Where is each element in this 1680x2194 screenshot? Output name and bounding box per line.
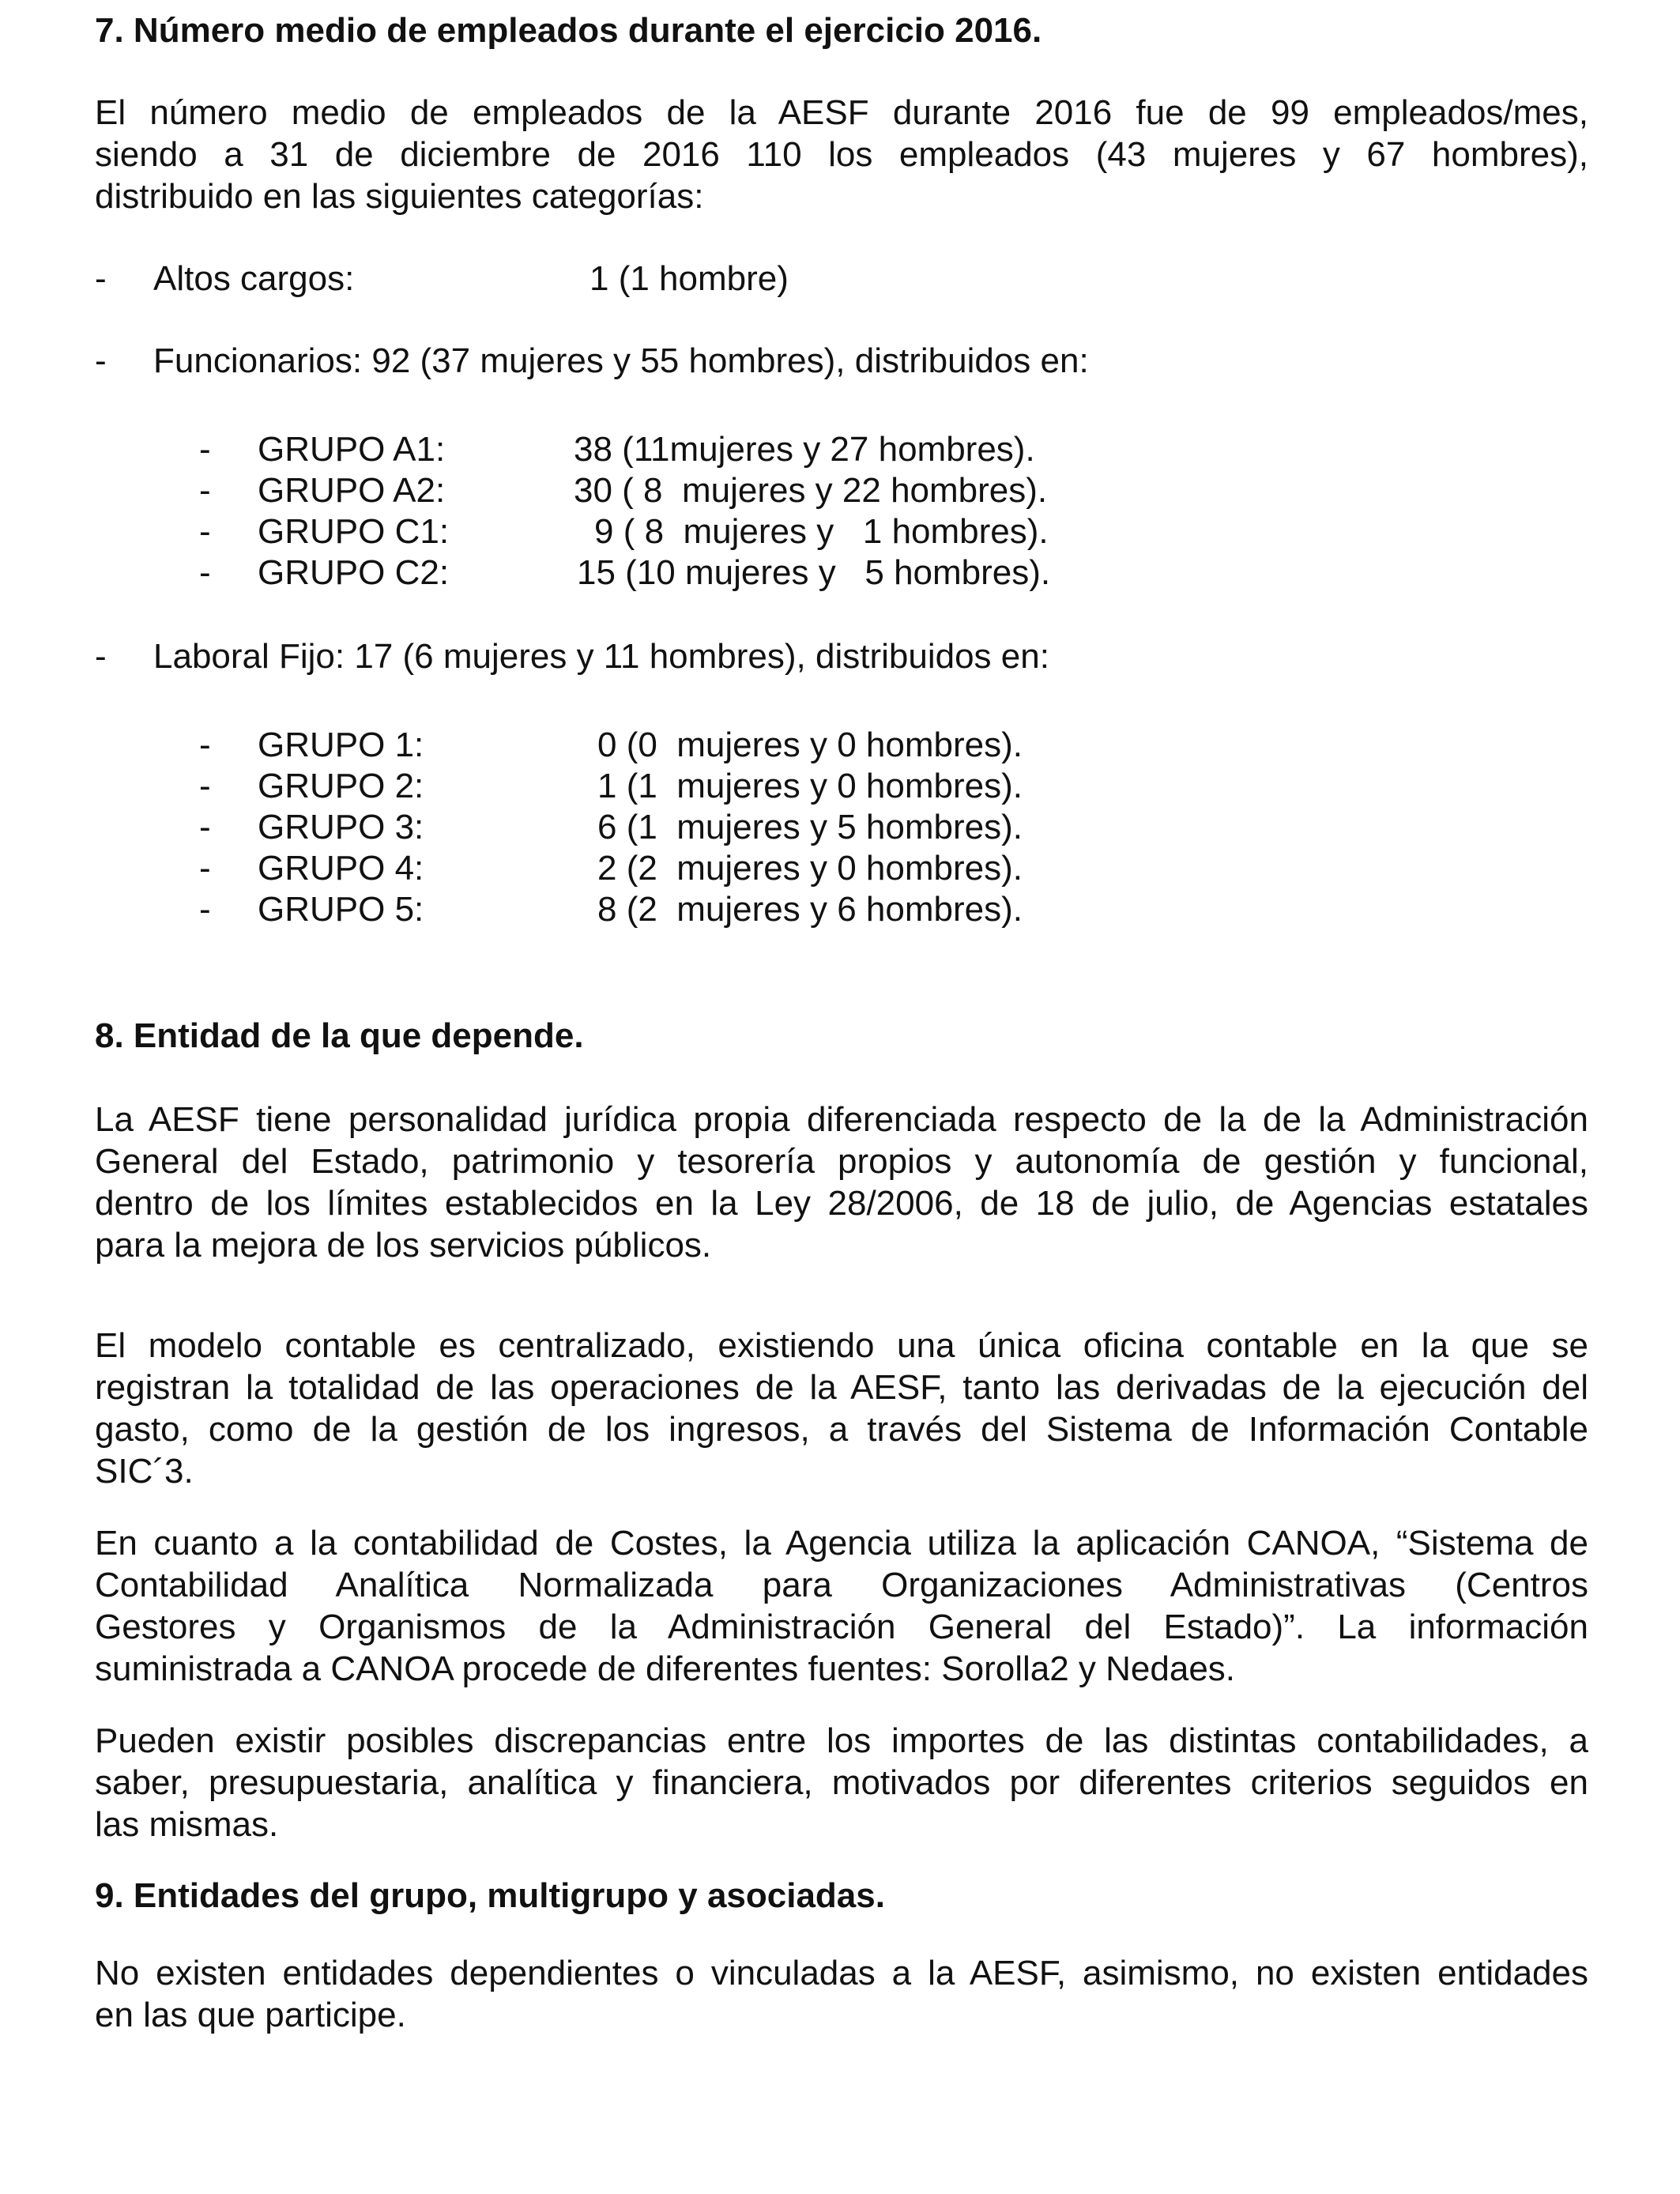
group-label: GRUPO 2: <box>258 767 424 805</box>
group-label: GRUPO C1: <box>258 512 450 551</box>
group-value: 1 (1 mujeres y 0 hombres). <box>597 767 1023 805</box>
group-label: GRUPO 5: <box>258 890 424 929</box>
paragraph-line: El modelo contable es centralizado, existiendo una única oficina contable en la que se <box>95 1326 1588 1365</box>
list-bullet: - <box>199 726 211 764</box>
paragraph-line: saber, presupuestaria, analítica y financiera, motivados por diferentes criterios seguidos en <box>95 1763 1588 1802</box>
section-8-paragraph-4 <box>95 1720 1588 1845</box>
group-value: 15 (10 mujeres y 5 hombres). <box>577 553 1051 592</box>
laboral-label: Laboral Fijo: 17 (6 mujeres y 11 hombres), distribuidos en: <box>153 637 1049 676</box>
paragraph-line: gasto, como de la gestión de los ingresos, a través del Sistema de Información Contable <box>95 1410 1588 1449</box>
altos-cargos-value: 1 (1 hombre) <box>590 259 789 298</box>
group-label: GRUPO A2: <box>258 471 446 510</box>
group-value: 9 ( 8 mujeres y 1 hombres). <box>594 512 1049 551</box>
group-value: 30 ( 8 mujeres y 22 hombres). <box>574 471 1048 510</box>
group-label: GRUPO A1: <box>258 430 446 469</box>
group-value: 2 (2 mujeres y 0 hombres). <box>597 849 1023 888</box>
paragraph-line: SIC´3. <box>95 1452 194 1491</box>
paragraph-line: Gestores y Organismos de la Administración General del Estado)”. La información <box>95 1608 1588 1646</box>
list-bullet: - <box>95 637 107 676</box>
group-label: GRUPO 1: <box>258 726 424 764</box>
list-bullet: - <box>199 471 211 510</box>
group-value: 8 (2 mujeres y 6 hombres). <box>597 890 1023 929</box>
list-bullet: - <box>199 890 211 929</box>
paragraph-line: La AESF tiene personalidad jurídica propia diferenciada respecto de la de la Administración <box>95 1100 1588 1139</box>
paragraph-line: siendo a 31 de diciembre de 2016 110 los empleados (43 mujeres y 67 hombres), <box>95 135 1588 174</box>
section-7-heading: 7. Número medio de empleados durante el ejercicio 2016. <box>95 11 1042 50</box>
list-bullet: - <box>199 553 211 592</box>
altos-cargos-label: Altos cargos: <box>153 259 355 298</box>
group-label: GRUPO 4: <box>258 849 424 888</box>
list-bullet: - <box>95 341 107 380</box>
section-8-paragraph-3 <box>95 1522 1588 1690</box>
group-value: 38 (11mujeres y 27 hombres). <box>574 430 1035 469</box>
group-value: 0 (0 mujeres y 0 hombres). <box>597 726 1023 764</box>
section-7-intro <box>95 92 1588 217</box>
list-bullet: - <box>199 512 211 551</box>
paragraph-line: El número medio de empleados de la AESF durante 2016 fue de 99 empleados/mes, <box>95 93 1588 132</box>
paragraph-line: en las que participe. <box>95 1996 406 2034</box>
group-label: GRUPO 3: <box>258 808 424 846</box>
list-bullet: - <box>199 430 211 469</box>
section-8-heading: 8. Entidad de la que depende. <box>95 1016 584 1055</box>
section-8-paragraph-1 <box>95 1099 1588 1266</box>
list-bullet: - <box>199 808 211 846</box>
funcionarios-label: Funcionarios: 92 (37 mujeres y 55 hombres), distribuidos en: <box>153 341 1089 380</box>
list-bullet: - <box>95 259 107 298</box>
paragraph-line: En cuanto a la contabilidad de Costes, la Agencia utiliza la aplicación CANOA, “Sistema de <box>95 1524 1588 1563</box>
list-bullet: - <box>199 849 211 888</box>
paragraph-line: Pueden existir posibles discrepancias entre los importes de las distintas contabilidades, a <box>95 1721 1588 1760</box>
paragraph-line: suministrada a CANOA procede de diferentes fuentes: Sorolla2 y Nedaes. <box>95 1649 1236 1688</box>
paragraph-line: No existen entidades dependientes o vinculadas a la AESF, asimismo, no existen entidades <box>95 1954 1588 1992</box>
group-label: GRUPO C2: <box>258 553 450 592</box>
section-8-paragraph-2 <box>95 1325 1588 1492</box>
paragraph-line: Contabilidad Analítica Normalizada para Organizaciones Administrativas (Centros <box>95 1566 1588 1604</box>
paragraph-line: General del Estado, patrimonio y tesorería propios y autonomía de gestión y funcional, <box>95 1142 1588 1181</box>
paragraph-line: distribuido en las siguientes categorías: <box>95 177 704 216</box>
section-9-paragraph-1 <box>95 1952 1588 2036</box>
group-value: 6 (1 mujeres y 5 hombres). <box>597 808 1023 846</box>
paragraph-line: las mismas. <box>95 1805 279 1844</box>
paragraph-line: dentro de los límites establecidos en la Ley 28/2006, de 18 de julio, de Agencias estatales <box>95 1184 1588 1223</box>
paragraph-line: registran la totalidad de las operaciones de la AESF, tanto las derivadas de la ejecución del <box>95 1368 1588 1407</box>
section-9-heading: 9. Entidades del grupo, multigrupo y asociadas. <box>95 1876 885 1915</box>
list-bullet: - <box>199 767 211 805</box>
paragraph-line: para la mejora de los servicios públicos. <box>95 1226 712 1265</box>
